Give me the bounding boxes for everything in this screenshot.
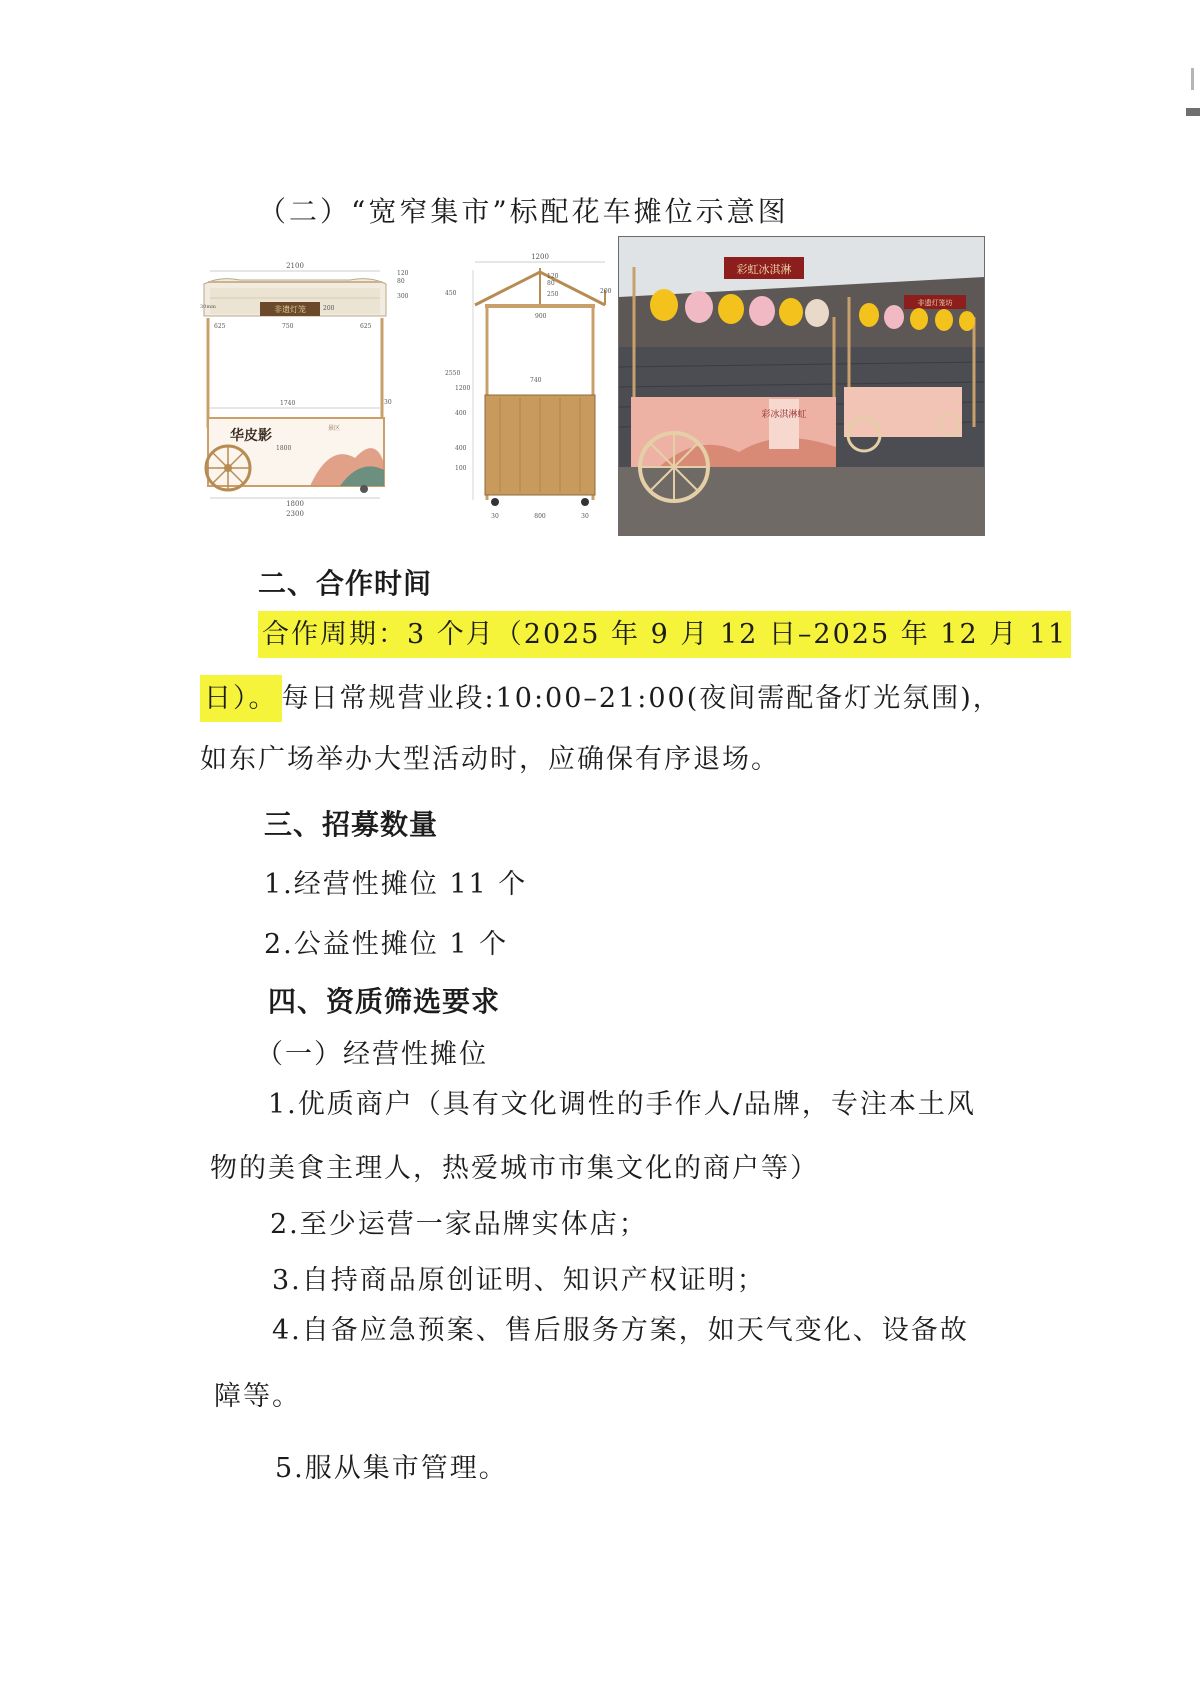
cart-side-elevation-drawing	[445, 250, 620, 530]
svg-text:625: 625	[214, 323, 226, 330]
dim-label: 2100	[286, 262, 304, 270]
paragraph-line: 日）。 每日常规营业段:10:00–21:00(夜间需配备灯光氛围)，	[200, 676, 1002, 715]
svg-text:200: 200	[600, 288, 612, 295]
paragraph-line	[258, 612, 1071, 651]
scan-edge-mark	[1186, 108, 1200, 116]
list-item-continuation: 物的美食主理人，热爱城市市集文化的商户等）	[210, 1153, 819, 1184]
svg-text:100: 100	[455, 465, 467, 472]
svg-text:120: 120	[547, 273, 559, 280]
svg-text:1800: 1800	[286, 500, 304, 508]
svg-text:740: 740	[530, 377, 542, 384]
svg-text:30: 30	[384, 399, 392, 406]
svg-text:1740: 1740	[280, 400, 296, 407]
photo-panel-text: 彩冰淇淋虹	[761, 410, 807, 420]
svg-text:1200: 1200	[455, 385, 471, 392]
svg-text:80: 80	[547, 280, 555, 287]
cart-photo	[618, 236, 985, 536]
svg-text:750: 750	[282, 323, 294, 330]
sub-heading: （一）经营性摊位	[256, 1039, 488, 1070]
highlighted-text: 合作周期：3 个月（2025 年 9 月 12 日–2025 年 12 月 11	[258, 611, 1071, 658]
photo-sign-main: 彩虹冰淇淋	[736, 263, 792, 276]
svg-text:30: 30	[491, 513, 499, 520]
panel-text: 华皮影	[230, 428, 272, 444]
highlighted-text: 日）。	[200, 675, 282, 722]
list-item: 2.至少运营一家品牌实体店；	[270, 1209, 648, 1240]
paragraph-line: 如东广场举办大型活动时，应确保有序退场。	[200, 744, 780, 775]
svg-text:250: 250	[547, 291, 559, 298]
svg-text:2300: 2300	[286, 510, 304, 518]
cart-front-elevation-drawing	[200, 258, 420, 543]
list-item: 5.服从集市管理。	[275, 1453, 508, 1484]
svg-text:200: 200	[323, 305, 335, 312]
svg-text:450: 450	[445, 290, 457, 297]
svg-text:300: 300	[397, 293, 409, 300]
scan-edge-mark	[1191, 68, 1194, 90]
list-item: 4.自备应急预案、售后服务方案，如天气变化、设备故	[272, 1315, 969, 1346]
svg-text:800: 800	[534, 513, 546, 520]
svg-text:900: 900	[535, 313, 547, 320]
svg-text:80: 80	[397, 278, 405, 285]
photo-sign-small: 非遗灯笼坊	[917, 299, 953, 307]
svg-text:1800: 1800	[276, 445, 292, 452]
svg-text:625: 625	[360, 323, 372, 330]
list-item: 3.自持商品原创证明、知识产权证明；	[272, 1265, 766, 1296]
section-heading: 四、资质筛选要求	[268, 985, 501, 1018]
figure-caption: （二）“宽窄集市”标配花车摊位示意图	[258, 195, 789, 228]
svg-text:400: 400	[455, 410, 467, 417]
list-item-continuation: 障等。	[214, 1381, 301, 1412]
svg-text:景区: 景区	[328, 425, 341, 432]
section-heading: 三、招募数量	[264, 808, 439, 841]
list-item: 1.优质商户（具有文化调性的手作人/品牌，专注本土风	[268, 1089, 976, 1120]
sign-text: 非遗灯笼	[274, 305, 306, 314]
svg-text:30: 30	[581, 513, 589, 520]
svg-text:1200: 1200	[531, 253, 549, 261]
list-item: 1.经营性摊位 11 个	[264, 869, 528, 900]
svg-text:120: 120	[397, 270, 409, 277]
section-heading: 二、合作时间	[258, 567, 433, 600]
svg-text:30mm: 30mm	[200, 304, 216, 310]
svg-text:2550: 2550	[445, 370, 461, 377]
svg-text:400: 400	[455, 445, 467, 452]
list-item: 2.公益性摊位 1 个	[264, 929, 509, 960]
